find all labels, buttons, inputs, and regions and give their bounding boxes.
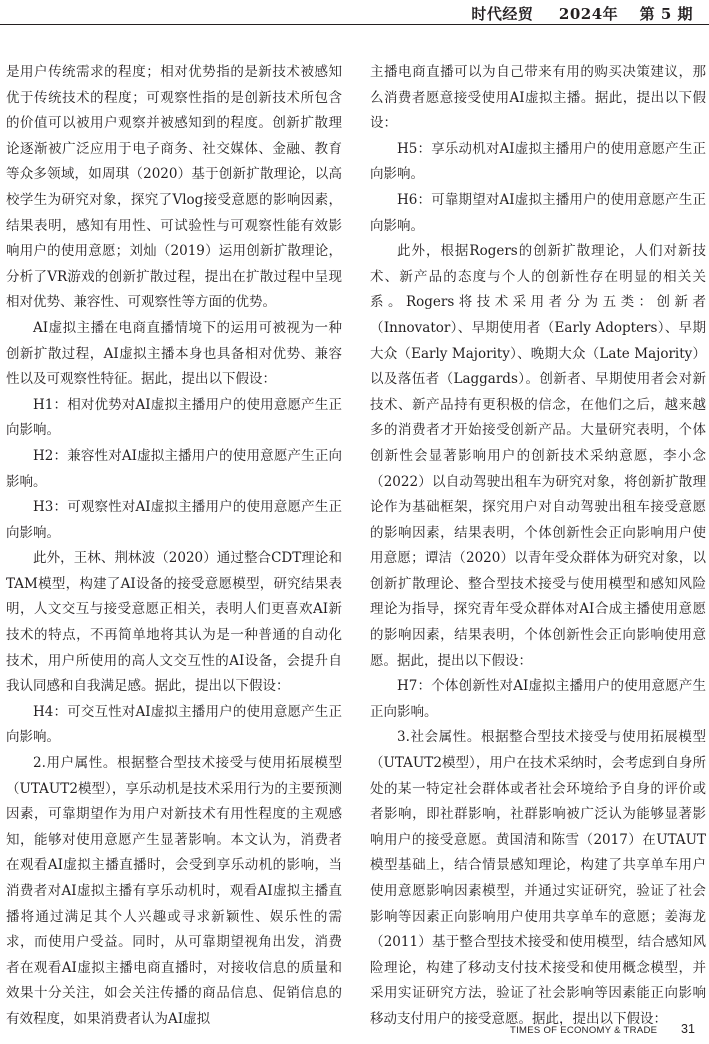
journal-title: 时代经贸 — [471, 5, 534, 23]
right-column — [370, 60, 706, 1033]
hypothesis-h5: H5：享乐动机对AI虚拟主播用户的使用意愿产生正向影响。 — [370, 140, 706, 183]
hypothesis-h2: H2：兼容性对AI虚拟主播用户的使用意愿产生正向影响。 — [6, 447, 342, 490]
paragraph: 是用户传统需求的程度；相对优势指的是新技术被感知优于传统技术的程度；可观察性指的是创新技术所包含的价值可以被用户观察并被感知到的程度。创新扩散理论逐渐被广泛应用于电子商务、社交媒体、金融、教育等众多领域，如周琪（2020）基于创新扩散理论，以高校学生为研究对象，探究了Vlog接受意愿的影响因素，结果表明，感知有用性、可试验性与可观察性能有效影响用户的使用意愿；刘灿（2019）运用创新扩散理论，分析了VR游戏的创新扩散过程，提出在扩散过程中呈现相对优势、兼容性、可观察性等方面的优势。 — [6, 64, 342, 311]
hypothesis-h7: H7：个体创新性对AI虚拟主播用户的使用意愿产生正向影响。 — [370, 678, 706, 720]
footer-journal-name: TIMES OF ECONOMY & TRADE — [510, 1025, 658, 1036]
hypothesis-h1: H1：相对优势对AI虚拟主播用户的使用意愿产生正向影响。 — [6, 396, 342, 439]
paragraph: 2.用户属性。根据整合型技术接受与使用拓展模型（UTAUT2模型），享乐动机是技术采用行为的主要预测因素，可靠期望作为用户对新技术有用性程度的主观感知，能够对使用意愿产生显著影响。本文认为，消费者在观看AI虚拟主播直播时，会受到享乐动机的影响，当消费者对AI虚拟主播有享乐动机时，观看AI虚拟主播直播将通过满足其个人兴趣或寻求新颖性、娱乐性的需求，而使用户受益。同时，从可靠期望视角出发，消费者在观看AI虚拟主播电商直播时，对接收信息的质量和效果十分关注，如会关注传播的商品信息、促销信息的有效程度，如果消费者认为AI虚拟 — [6, 755, 342, 1027]
hypothesis-h6: H6：可靠期望对AI虚拟主播用户的使用意愿产生正向影响。 — [370, 191, 706, 234]
hypothesis-h3: H3：可观察性对AI虚拟主播用户的使用意愿产生正向影响。 — [6, 499, 342, 541]
header-rule — [0, 24, 709, 25]
issue-number: 第 5 期 — [639, 5, 693, 23]
hypothesis-h4: H4：可交互性对AI虚拟主播用户的使用意愿产生正向影响。 — [6, 703, 342, 746]
left-column — [6, 60, 342, 1033]
paragraph: 此外，王林、荆林波（2020）通过整合CDT理论和TAM模型，构建了AI设备的接受意愿模型，研究结果表明，人文交互与接受意愿正相关，表明人们更喜欢AI新技术的特点，不再简单地将其认为是一种普通的自动化技术，用户所使用的高人文交互性的AI设备，会提升自我认同感和自我满足感。据此，提出以下假设： — [6, 550, 342, 695]
paragraph: AI虚拟主播在电商直播情境下的运用可被视为一种创新扩散过程，AI虚拟主播本身也具备相对优势、兼容性以及可观察性特征。据此，提出以下假设： — [6, 319, 342, 388]
issue-year: 2024年 — [558, 5, 619, 23]
paragraph: 3.社会属性。根据整合型技术接受与使用拓展模型（UTAUT2模型），用户在技术采纳时，会考虑到自身所处的某一特定社会群体或者社会环境给予自身的评价或者影响，即社群影响，社群影响被广泛认为能够显著影响用户的接受意愿。黄国清和陈雪（2017）在UTAUT模型基础上，结合情景感知理论，构建了共享单车用户使用意愿影响因素模型，并通过实证研究，验证了社会影响等因素正向影响用户使用共享单车的意愿；姜海龙（2011）基于整合型技术接受和使用模型，结合感知风险理论，构建了移动支付技术接受和使用概念模型，并采用实证研究方法，验证了社会影响等因素能正向影响移动支付用户的接受意愿。据此，提出以下假设： — [370, 729, 706, 1027]
paragraph: 主播电商直播可以为自己带来有用的购买决策建议，那么消费者愿意接受使用AI虚拟主播。据此，提出以下假设： — [370, 64, 706, 132]
page-number: 31 — [681, 1022, 695, 1036]
running-header — [471, 3, 693, 24]
paragraph: 此外，根据Rogers的创新扩散理论，人们对新技术、新产品的态度与个人的创新性存在明显的相关关系。Rogers将技术采用者分为五类：创新者（Innovator）、早期使用者（Early Adopters）、早期大众（Early Majority）、晚期大众（Late Majority）以及落伍者（Laggards）。创新者、早期使用者会对新技术、新产品持有更积极的信念，在他们之后，越来越多的消费者才开始接受创新产品。大量研究表明，个体创新性会显著影响用户的创新技术采纳意愿，李小念（2022）以自动驾驶出租车为研究对象，将创新扩散理论作为基础框架，探究用户对自动驾驶出租车接受意愿的影响因素，结果表明，个体创新性会正向影响用户使用意愿；谭洁（2020）以青年受众群体为研究对象，以创新扩散理论、整合型技术接受与使用模型和感知风险理论为指导，探究青年受众群体对AI合成主播使用意愿的影响因素，结果表明，个体创新性会正向影响使用意愿。据此，提出以下假设： — [370, 243, 706, 669]
page-header — [0, 0, 709, 30]
